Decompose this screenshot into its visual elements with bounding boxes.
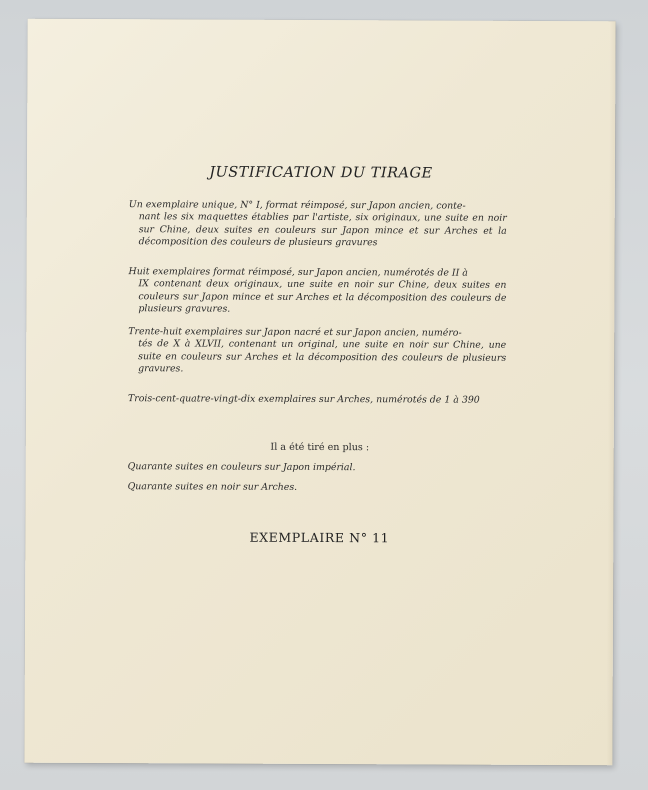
paragraph-first-line: Trente-huit exemplaires sur Japon nacré et sur Japon ancien, numéro- — [128, 326, 462, 339]
paragraph-eight-copies — [128, 266, 506, 317]
paragraph-arches-copies: Trois-cent-quatre-vingt-dix exemplaires sur Arches, numérotés de 1 à 390 — [127, 393, 480, 406]
extra-item-colour-suites: Quarante suites en couleurs sur Japon impérial. — [127, 461, 356, 474]
paragraph-first-line: Un exemplaire unique, N° I, format réimposé, sur Japon ancien, conte- — [128, 199, 466, 212]
paragraph-continuation: IX contenant deux originaux, une suite en noir sur Chine, deux suites en couleurs sur Japon mince et sur Arches et la décomposition des couleurs de plusieurs gravures. — [138, 278, 507, 315]
paragraph-thirty-eight-copies — [128, 326, 506, 377]
paragraph-continuation: tés de X à XLVII, contenant un original, une suite en noir sur Chine, une suite en couleurs sur Arches et la décomposition des couleurs de plusieurs gravures. — [138, 338, 507, 375]
copy-number: EXEMPLAIRE N° 11 — [249, 529, 390, 546]
paragraph-continuation: nant les six maquettes établies par l'artiste, six originaux, une suite en noir sur Chine, deux suites en couleurs sur Japon mince et sur Arches et la décomposition des couleurs de plusieurs gravures — [138, 211, 507, 249]
paragraph-unique-copy — [129, 199, 507, 250]
page-title: JUSTIFICATION DU TIRAGE — [209, 164, 433, 182]
extra-intro: Il a été tiré en plus : — [270, 441, 370, 454]
paper-sheet — [24, 19, 615, 766]
embossed-watermark — [115, 669, 535, 671]
extra-item-black-suites: Quarante suites en noir sur Arches. — [127, 481, 298, 493]
paragraph-first-line: Huit exemplaires format réimposé, sur Japon ancien, numérotés de II à — [128, 266, 468, 279]
